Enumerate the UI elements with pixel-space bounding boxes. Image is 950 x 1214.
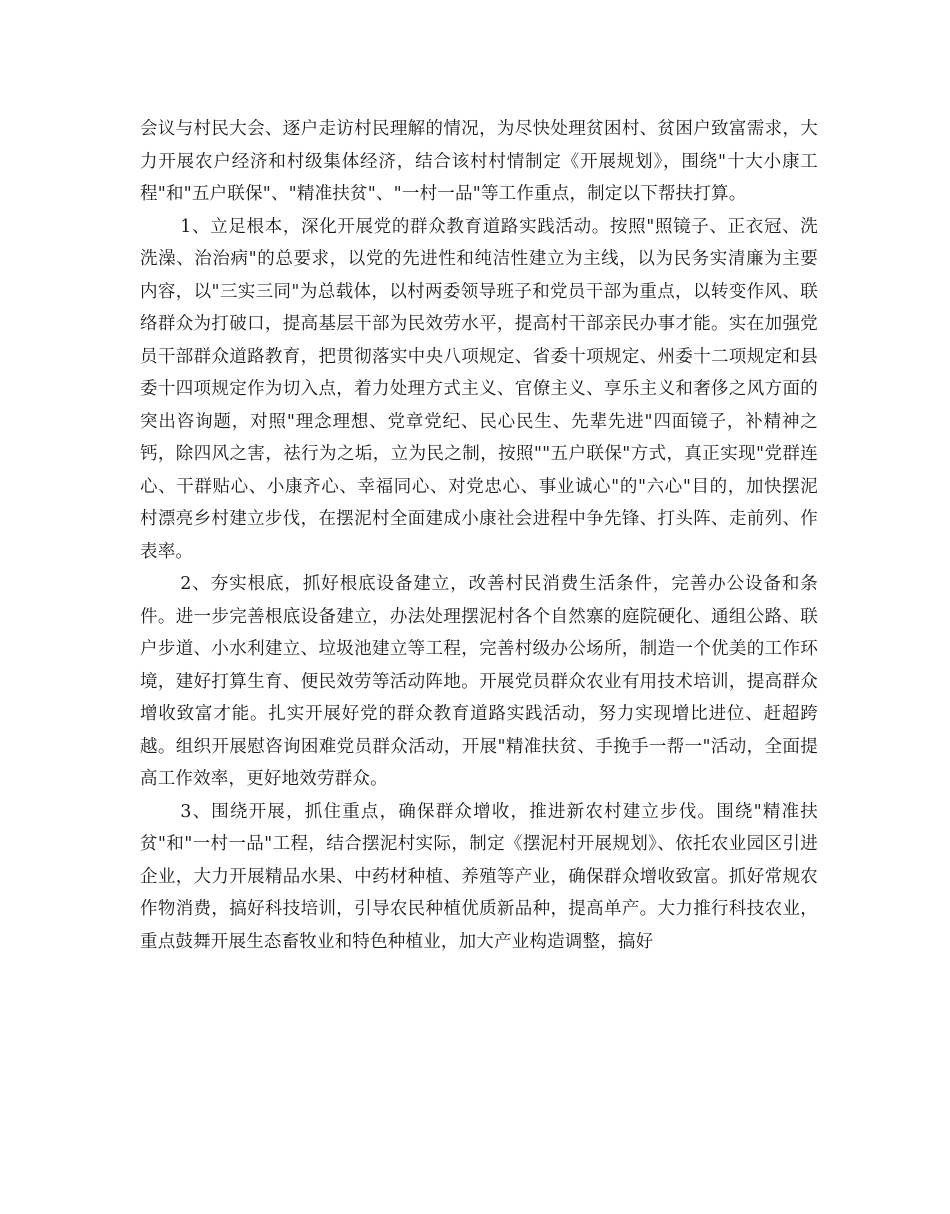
paragraph-intro: 会议与村民大会、逐户走访村民理解的情况，为尽快处理贫困村、贫困户致富需求，大力开展农户经济和村级集体经济，结合该村村情制定《开展规划》，围绕"十大小康工程"和"五户联保"、"精准扶贫"、"一村一品"等工作重点，制定以下帮扶打算。 [140, 119, 818, 204]
paragraph-1: 1、立足根本，深化开展党的群众教育道路实践活动。按照"照镜子、正衣冠、洗洗澡、治治病"的总要求，以党的先进性和纯洁性建立为主线，以为民务实清廉为主要内容，以"三实三同"为总载体，以村两委领导班子和党员干部为重点，以转变作风、联络群众为打破口，提高基层干部为民效劳水平，提高村干部亲民办事才能。实在加强党员干部群众道路教育，把贯彻落实中央八项规定、省委十项规定、州委十二项规定和县委十四项规定作为切入点，着力处理方式主义、官僚主义、享乐主义和奢侈之风方面的突出咨询题，对照"理念理想、党章党纪、民心民生、先辈先进"四面镜子，补精神之钙，除四风之害，祛行为之垢，立为民之制，按照""五户联保"方式，真正实现"党群连心、干群贴心、小康齐心、幸福同心、对党忠心、事业诚心"的"六心"目的，加快摆泥村漂亮乡村建立步伐，在摆泥村全面建成小康社会进程中争先锋、打头阵、走前列、作表率。 [140, 216, 818, 562]
paragraph-3: 3、围绕开展，抓住重点，确保群众增收，推进新农村建立步伐。围绕"精准扶贫"和"一村一品"工程，结合摆泥村实际，制定《摆泥村开展规划》、依托农业园区引进企业，大力开展精品水果、中药材种植、养殖等产业，确保群众增收致富。抓好常规农作物消费，搞好科技培训，引导农民种植优质新品种，提高单产。大力推行科技农业，重点鼓舞开展生态畜牧业和特色种植业，加大产业构造调整，搞好 [140, 801, 818, 952]
paragraph-2: 2、夯实根底，抓好根底设备建立，改善村民消费生活条件，完善办公设备和条件。进一步完善根底设备建立，办法处理摆泥村各个自然寨的庭院硬化、通组公路、联户步道、小水利建立、垃圾池建立等工程，完善村级办公场所，制造一个优美的工作环境，建好打算生育、便民效劳等活动阵地。开展党员群众农业有用技术培训，提高群众增收致富才能。扎实开展好党的群众教育道路实践活动，努力实现增比进位、赶超跨越。组织开展慰咨询困难党员群众活动，开展"精准扶贫、手挽手一帮一"活动，全面提高工作效率，更好地效劳群众。 [140, 574, 818, 789]
document-body [140, 113, 818, 958]
